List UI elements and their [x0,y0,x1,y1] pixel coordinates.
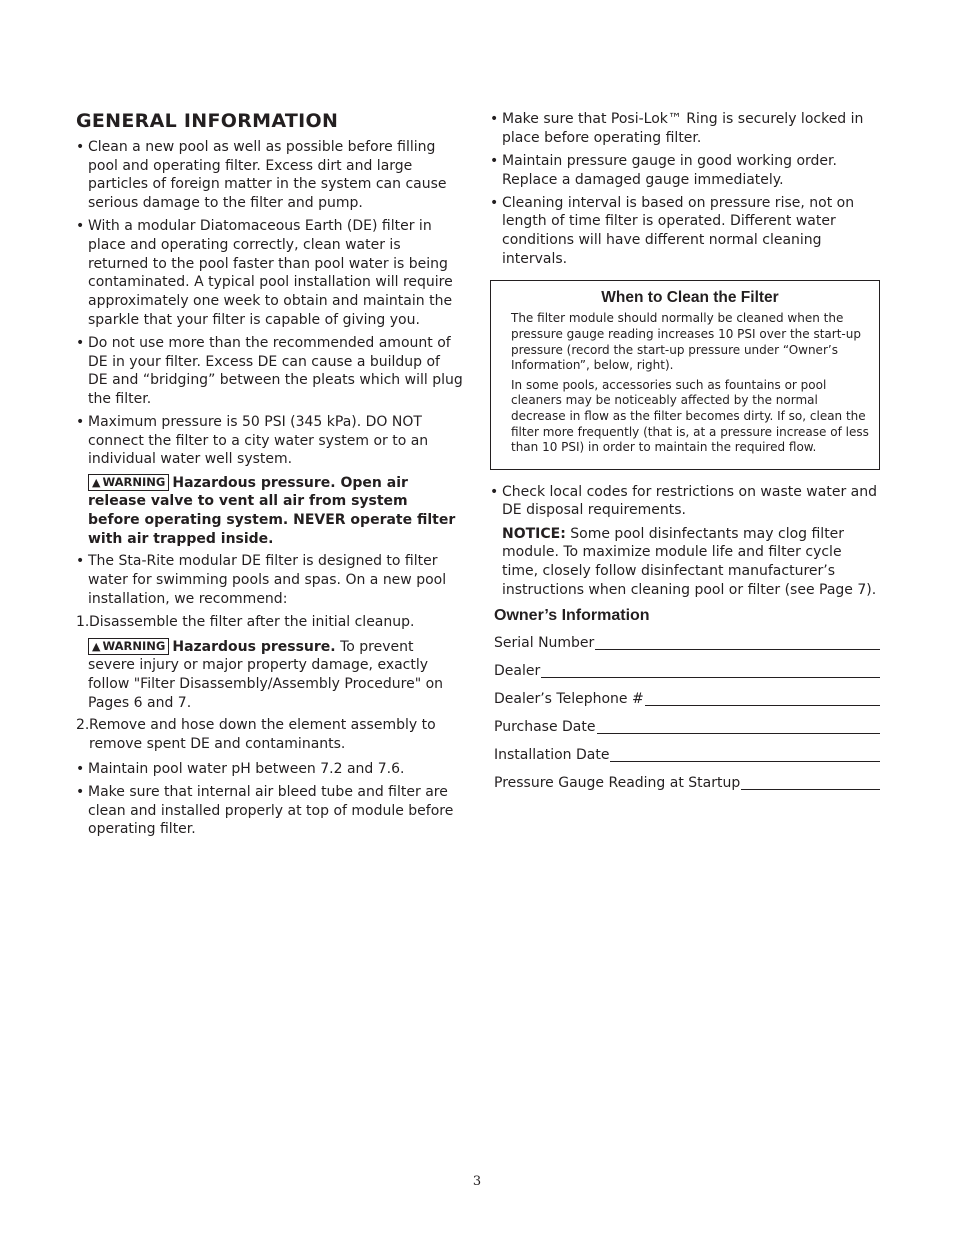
serial-number-field[interactable]: Serial Number [494,634,880,652]
list-item: • Make sure that internal air bleed tube and filter are clean and installed properly at top of module before operating filter. [76,783,464,839]
list-item: • Do not use more than the recommended amount of DE in your filter. Excess DE can cause a buildup of DE and “bridging” between the pleats which will plug the filter. [76,334,464,409]
notice: NOTICE: Some pool disinfectants may clog filter module. To maximize module life and filter cycle time, closely follow disinfectant manufacturer’s instructions when cleaning pool or filter (see Page 7). [502,525,877,598]
numbered-step: 1. Disassemble the filter after the initial cleanup. [76,613,415,630]
list-item: • Clean a new pool as well as possible before filling pool and operating filter. Excess dirt and large particles of foreign matter in the system can cause serious damage to the filter and pump. [76,138,464,213]
purchase-date-field[interactable]: Purchase Date [494,718,880,736]
numbered-step: 2. Remove and hose down the element assembly to remove spent DE and contaminants. [76,717,436,753]
list-item: • With a modular Diatomaceous Earth (DE) filter in place and operating correctly, clean water is returned to the pool faster than pool water is being contaminated. A typical pool installation will require approximately one week to obtain and maintain the sparkle that your filter is capable of giving you. [76,217,464,329]
warning-triangle-icon: ▲ [92,639,101,653]
list-item: • Maintain pool water pH between 7.2 and 7.6. [76,760,464,779]
list-item: • Maintain pressure gauge in good working order. Replace a damaged gauge immediately. [490,152,880,189]
box-title: When to Clean the Filter [601,289,779,307]
dealer-field[interactable]: Dealer [494,662,880,680]
list-item: • The Sta-Rite modular DE filter is designed to filter water for swimming pools and spas. On a new pool installation, we recommend: [76,552,464,608]
installation-date-field[interactable]: Installation Date [494,746,880,764]
warning-text: Hazardous pressure. Open air release valve to vent all air from system before operating system. NEVER operate filter with air trapped inside. [88,474,456,547]
warning-badge: ▲ WARNING [88,474,169,491]
page-number: 3 [472,1174,482,1189]
warning-badge: ▲ WARNING [88,638,169,655]
list-item: • Make sure that Posi-Lok™ Ring is securely locked in place before operating filter. [490,110,880,147]
box-paragraph: In some pools, accessories such as fountains or pool cleaners may be noticeably affected by the normal decrease in flow as the filter becomes dirty. If so, clean the filter more frequently (that is, at a pressure increase of less than 10 PSI) in order to maintain the required flow. [511,377,869,455]
left-column [76,110,464,843]
box-paragraph: The filter module should normally be cleaned when the pressure gauge reading increases 10 PSI over the start-up pressure (record the start-up pressure under “Owner’s Information”, below, right). [511,311,861,373]
page-title: GENERAL INFORMATION [76,110,339,132]
list-item: • Maximum pressure is 50 PSI (345 kPa). DO NOT connect the filter to a city water system or to an individual water well system. [76,413,464,469]
notice-label: NOTICE: [502,525,566,542]
clean-filter-box [490,280,880,469]
list-item: • Check local codes for restrictions on waste water and DE disposal requirements. [490,483,880,520]
right-column [490,110,880,802]
pressure-gauge-field[interactable]: Pressure Gauge Reading at Startup [494,774,880,792]
dealer-telephone-field[interactable]: Dealer’s Telephone # [494,690,880,708]
list-item: • Cleaning interval is based on pressure rise, not on length of time filter is operated. Different water conditions will have different normal cleaning intervals. [490,194,880,269]
owner-info-title: Owner’s Information [494,607,650,625]
warning-block [76,474,464,549]
warning-triangle-icon: ▲ [92,475,101,489]
warning-block: ▲ WARNING Hazardous pressure. To prevent severe injury or major property damage, exactly follow "Filter Disassembly/Assembly Procedure" on Pages 6 and 7. [88,638,444,711]
